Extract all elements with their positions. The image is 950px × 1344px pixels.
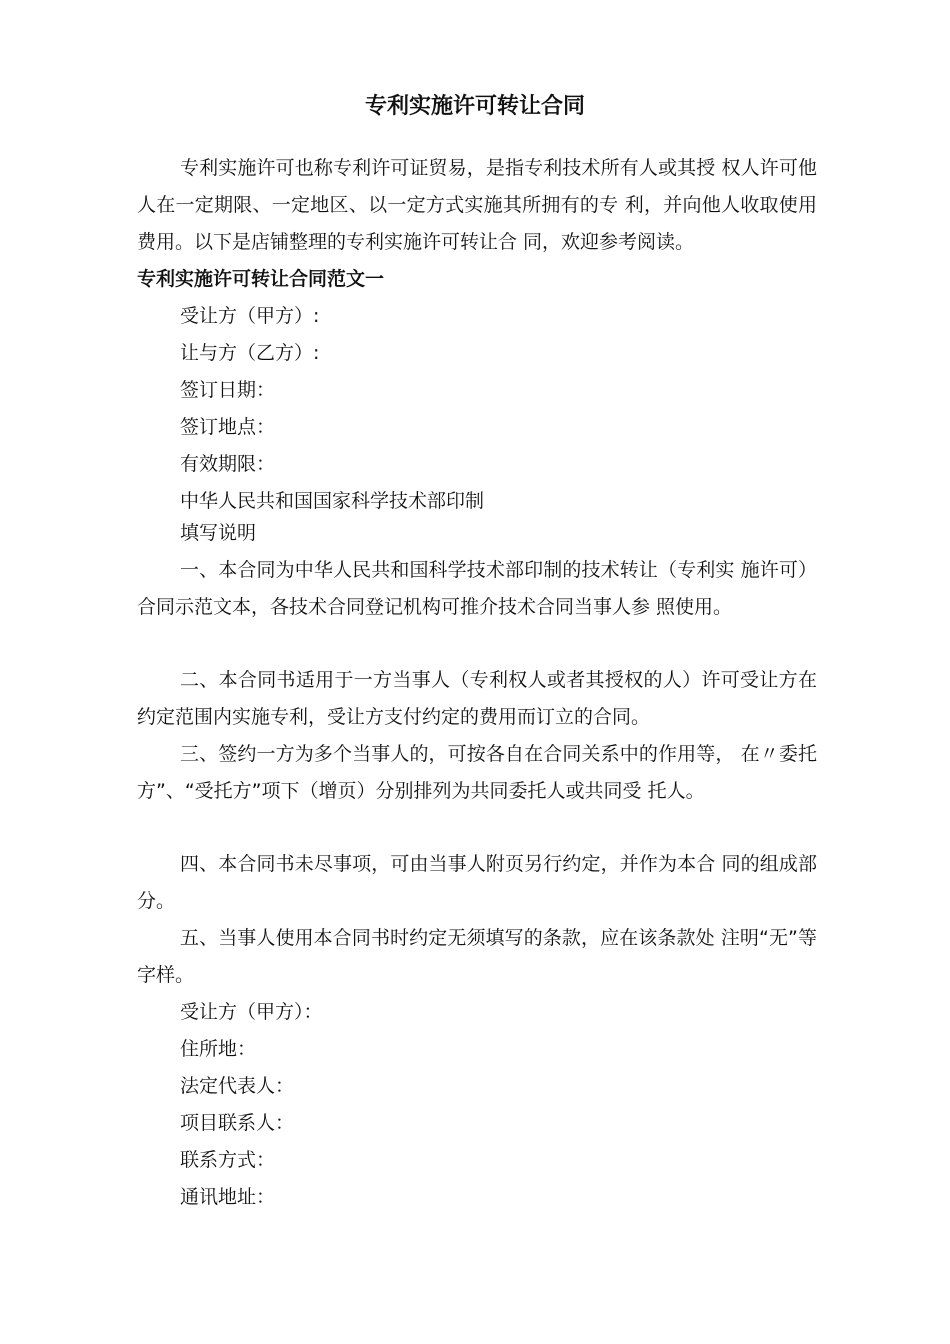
instructions-heading: 填写说明	[180, 522, 257, 544]
field-assignee: 受让方（甲方）:	[180, 305, 320, 327]
party-field-mailing-address: 通讯地址：	[180, 1186, 276, 1208]
instruction-item: 三、签约一方为多个当事人的，可按各自在合同关系中的作用等， 在〃委托方”、“受托方”项下（增页）分别排列为共同委托人或共同受 托人。	[137, 743, 817, 802]
printer-note: 中华人民共和国国家科学技术部印制	[180, 490, 485, 512]
instruction-item: 一、本合同为中华人民共和国科学技术部印制的技术转让（专利实 施许可）合同示范文本，各技术合同登记机构可推介技术合同当事人参 照使用。	[137, 559, 817, 618]
intro-paragraph: 专利实施许可也称专利许可证贸易，是指专利技术所有人或其授 权人许可他人在一定期限、一定地区、以一定方式实施其所拥有的专 利，并向他人收取使用费用。以下是店铺整理的专利实施许可转让合 同，欢迎参考阅读。	[137, 157, 817, 253]
party-field-assignee: 受让方（甲方）：	[180, 1001, 323, 1023]
instruction-item: 二、本合同书适用于一方当事人（专利权人或者其授权的人）许可受让方在约定范围内实施专利，受让方支付约定的费用而订立的合同。	[137, 669, 817, 728]
instruction-item: 五、当事人使用本合同书时约定无须填写的条款，应在该条款处 注明“无”等字样。	[137, 927, 817, 986]
field-sign-date: 签订日期：	[180, 379, 276, 401]
section-title: 专利实施许可转让合同范文一	[137, 268, 385, 290]
field-assignor: 让与方（乙方）:	[180, 342, 320, 364]
party-field-contact-info: 联系方式：	[180, 1149, 276, 1171]
party-field-address: 住所地：	[180, 1038, 257, 1060]
party-field-legal-rep: 法定代表人：	[180, 1075, 295, 1097]
instruction-item: 四、本合同书未尽事项，可由当事人附页另行约定，并作为本合 同的组成部分。	[137, 853, 817, 912]
party-field-contact-person: 项目联系人：	[180, 1112, 295, 1134]
field-sign-place: 签订地点：	[180, 416, 276, 438]
document-title: 专利实施许可转让合同	[364, 94, 585, 119]
field-validity: 有效期限：	[180, 453, 276, 475]
